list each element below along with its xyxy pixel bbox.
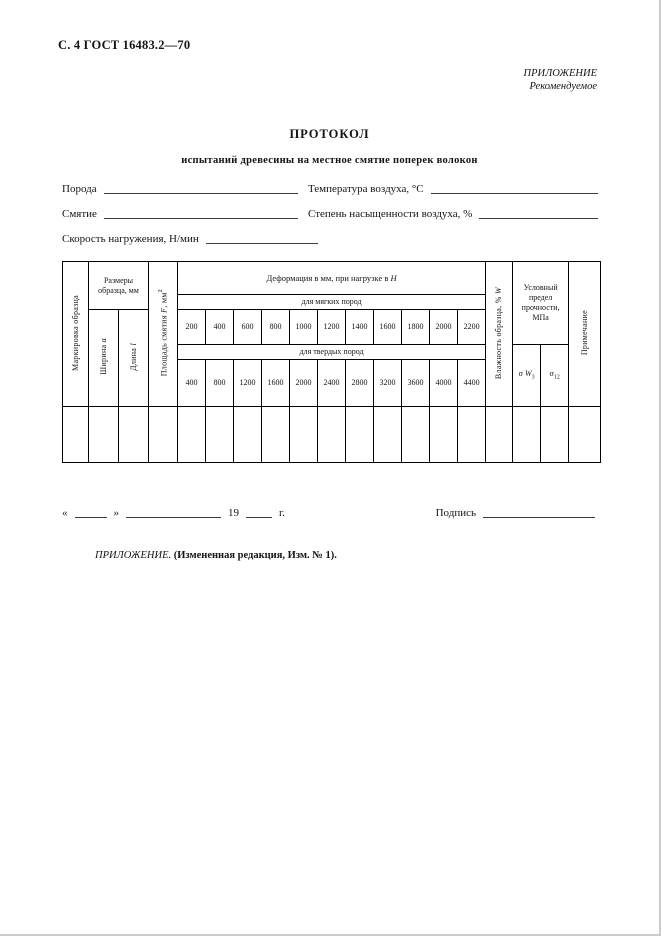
loading-rate-blank-line — [206, 240, 318, 244]
month-blank-line — [126, 514, 221, 518]
empty-cell — [234, 407, 262, 463]
col-moisture-header: Влажность образца, % W — [486, 262, 513, 407]
soft-load-value: 1200 — [318, 310, 346, 345]
gost-number: С. 4 ГОСТ 16483.2—70 — [58, 38, 191, 52]
col-sizes-header: Размеры образца, мм — [89, 262, 149, 310]
empty-cell — [486, 407, 513, 463]
form-row-2 — [62, 208, 598, 220]
soft-load-value: 1600 — [374, 310, 402, 345]
annex-label: ПРИЛОЖЕНИЕ — [523, 68, 597, 79]
hard-load-value: 1600 — [262, 360, 290, 407]
hard-load-value: 2400 — [318, 360, 346, 407]
empty-cell — [290, 407, 318, 463]
soft-load-value: 1400 — [346, 310, 374, 345]
soft-load-value: 600 — [234, 310, 262, 345]
temperature-label: Температура воздуха, °С — [308, 183, 424, 196]
soft-load-value: 200 — [178, 310, 206, 345]
year-blank-line — [246, 514, 272, 518]
empty-cell — [541, 407, 569, 463]
annex-type: Рекомендуемое — [529, 81, 597, 93]
soft-load-value: 2000 — [430, 310, 458, 345]
empty-cell — [513, 407, 541, 463]
species-blank-line — [104, 190, 298, 194]
signature-blank-line — [483, 514, 595, 518]
hard-load-value: 3200 — [374, 360, 402, 407]
amendment-note — [95, 550, 659, 561]
hard-load-value: 1200 — [234, 360, 262, 407]
empty-cell — [63, 407, 89, 463]
col-width-header: Ширина a — [89, 310, 119, 407]
empty-cell — [458, 407, 486, 463]
soft-load-value: 800 — [262, 310, 290, 345]
col-sigma-w-header: σ $W_3$ — [513, 345, 541, 407]
col-strength-header: Условный предел прочности, МПа — [513, 262, 569, 345]
saturation-blank-line — [479, 215, 598, 219]
hard-load-value: 800 — [206, 360, 234, 407]
col-marking-header: Маркировка образца — [63, 262, 89, 407]
col-deformation-header: Деформация в мм, при нагрузке в Н — [178, 262, 486, 295]
date-signature-row — [62, 507, 595, 519]
empty-cell — [149, 407, 178, 463]
saturation-label: Степень насыщенности воздуха, % — [308, 208, 473, 221]
empty-cell — [262, 407, 290, 463]
year-prefix: 19 — [228, 507, 239, 520]
hard-species-band: для твердых пород — [178, 345, 486, 360]
protocol-table — [62, 261, 601, 463]
hard-load-value: 2800 — [346, 360, 374, 407]
close-quote: » — [113, 507, 119, 520]
species-label: Порода — [62, 183, 97, 196]
form-row-1 — [62, 183, 598, 195]
col-length-header: Длина l — [119, 310, 149, 407]
soft-load-value: 400 — [206, 310, 234, 345]
amendment-revision-text: (Измененная редакция, Изм. № 1). — [173, 550, 337, 562]
open-quote: « — [62, 507, 68, 520]
empty-cell — [569, 407, 601, 463]
year-suffix: г. — [279, 507, 286, 520]
signature-label: Подпись — [435, 507, 476, 520]
day-blank-line — [75, 514, 107, 518]
form-fields — [62, 183, 598, 245]
empty-cell — [89, 407, 119, 463]
empty-cell — [346, 407, 374, 463]
empty-cell — [119, 407, 149, 463]
hard-load-value: 2000 — [290, 360, 318, 407]
form-row-3 — [62, 233, 598, 245]
soft-species-band: для мягких пород — [178, 295, 486, 310]
signature-group — [436, 507, 595, 519]
empty-cell — [318, 407, 346, 463]
empty-body-row — [63, 407, 601, 463]
empty-cell — [206, 407, 234, 463]
soft-load-value: 1800 — [402, 310, 430, 345]
crumpling-label: Смятие — [62, 208, 97, 221]
hard-load-value: 400 — [178, 360, 206, 407]
empty-cell — [374, 407, 402, 463]
protocol-subtitle: испытаний древесины на местное смятие поперек волокон — [181, 155, 478, 167]
col-area-header: Площадь смятия F, $мм^2$ — [149, 262, 178, 407]
col-note-header: Примечание — [569, 262, 601, 407]
temperature-blank-line — [431, 190, 598, 194]
col-sigma-12-header: $\sigma_{12}$ — [541, 345, 569, 407]
protocol-title: ПРОТОКОЛ — [289, 127, 370, 142]
empty-cell — [402, 407, 430, 463]
hard-load-value: 3600 — [402, 360, 430, 407]
date-group — [62, 507, 285, 519]
hard-load-value: 4000 — [430, 360, 458, 407]
hard-load-value: 4400 — [458, 360, 486, 407]
soft-load-value: 1000 — [290, 310, 318, 345]
annex-block — [0, 67, 597, 93]
empty-cell — [430, 407, 458, 463]
crumpling-blank-line — [104, 215, 298, 219]
loading-rate-label: Скорость нагружения, Н/мин — [62, 233, 199, 246]
soft-load-value: 2200 — [458, 310, 486, 345]
amendment-annex-ref: ПРИЛОЖЕНИЕ. — [95, 550, 172, 562]
empty-cell — [178, 407, 206, 463]
